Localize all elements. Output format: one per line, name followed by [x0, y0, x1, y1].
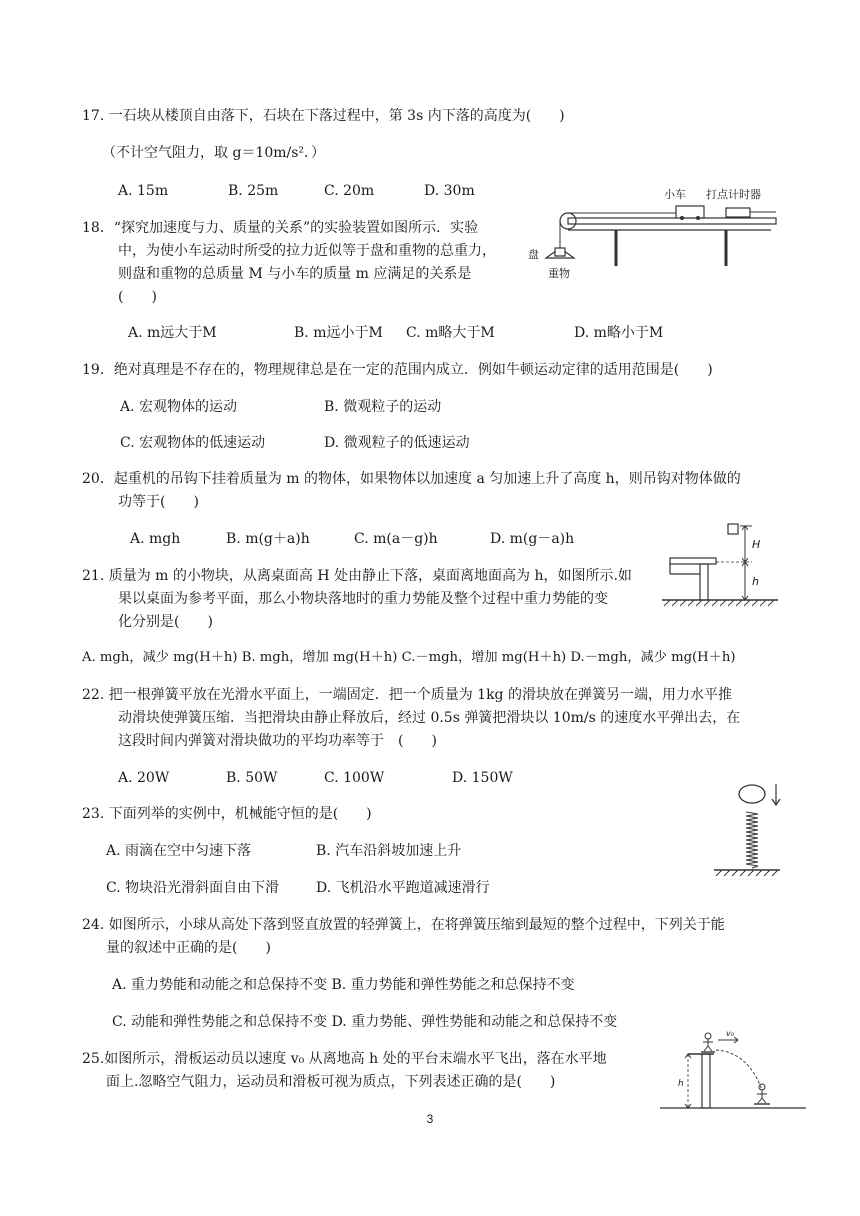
- q18-apparatus-figure: [526, 180, 782, 280]
- label-h-25: h: [678, 1079, 684, 1089]
- q22-option-a: A. 20W: [118, 770, 170, 786]
- q19-line-1: 19．绝对真理是不存在的，物理规律总是在一定的范围内成立．例如牛顿运动定律的适用范围是( ): [82, 362, 713, 378]
- label-timer: 打点计时器: [706, 188, 761, 201]
- q25-skateboard-figure: [658, 1030, 808, 1112]
- q17-option-a: A. 15m: [118, 183, 169, 199]
- q17-option-b: B. 25m: [228, 183, 279, 199]
- timer-icon: [726, 208, 750, 217]
- q22-line-3: 这段时间内弹簧对滑块做功的平均功率等于 ( ): [118, 733, 437, 749]
- q23-option-a: A. 雨滴在空中匀速下落: [106, 843, 252, 859]
- q17-option-d: D. 30m: [424, 183, 475, 199]
- q18-option-a: A. m远大于M: [128, 325, 217, 341]
- q19-option-d: D. 微观粒子的低速运动: [324, 435, 470, 451]
- q22-line-2: 动滑块使弹簧压缩．当把滑块由静止释放后，经过 0.5s 弹簧把滑块以 10m/s 的速度水平弹出去，在: [118, 710, 741, 726]
- label-pan: 盘: [528, 248, 539, 261]
- q18-option-b: B. m远小于M: [294, 325, 383, 341]
- q24-line-2: 量的叙述中正确的是( ): [106, 940, 271, 956]
- q21-options-line: A. mgh，减少 mg(H＋h) B. mgh，增加 mg(H＋h) C.－mgh，增加 mg(H＋h) D.－mgh，减少 mg(H＋h): [82, 650, 736, 665]
- label-v0: v₀: [726, 1030, 734, 1038]
- q18-line-4: ( ): [118, 289, 157, 305]
- q20-option-a: A. mgh: [130, 531, 181, 547]
- q18-option-c: C. m略大于M: [406, 325, 495, 341]
- q23-line-1: 23. 下面列举的实例中，机械能守恒的是( ): [82, 806, 372, 822]
- track-board: [568, 218, 776, 224]
- q18-line-1: 18．“探究加速度与力、质量的关系”的实验装置如图所示．实验: [82, 220, 479, 236]
- q24-line-1: 24. 如图所示，小球从高处下落到竖直放置的轻弹簧上，在将弹簧压缩到最短的整个过程中，下列关于能: [82, 917, 725, 933]
- q19-option-a: A. 宏观物体的运动: [120, 399, 238, 415]
- q20-option-c: C. m(a－g)h: [354, 531, 438, 547]
- q21-line-3: 化分别是( ): [118, 614, 213, 630]
- q23-spring-figure: [712, 780, 782, 880]
- q20-option-d: D. m(g－a)h: [490, 531, 575, 547]
- q19-option-c: C. 宏观物体的低速运动: [120, 435, 266, 451]
- ball-icon: [739, 785, 765, 803]
- q17-line-1: 17. 一石块从楼顶自由落下，石块在下落过程中，第 3s 内下落的高度为( ): [82, 108, 565, 124]
- q20-option-b: B. m(g＋a)h: [226, 531, 310, 547]
- q17-line-2: （不计空气阻力，取 g＝10m/s²．）: [102, 145, 326, 161]
- q25-line-2: 面上.忽略空气阻力，运动员和滑板可视为质点，下列表述正确的是( ): [106, 1074, 556, 1090]
- q17-option-c: C. 20m: [324, 183, 375, 199]
- q21-line-2: 果以桌面为参考平面，那么小物块落地时的重力势能及整个过程中重力势能的变: [118, 591, 608, 607]
- q24-option-cd: C. 动能和弹性势能之和总保持不变 D. 重力势能、弹性势能和动能之和总保持不变: [112, 1014, 618, 1030]
- q22-option-b: B. 50W: [226, 770, 278, 786]
- q18-line-3: 则盘和重物的总质量 M 与小车的质量 m 应满足的关系是: [118, 266, 472, 282]
- q21-table-figure: [660, 522, 780, 614]
- q22-option-c: C. 100W: [324, 770, 385, 786]
- q22-line-1: 22. 把一根弹簧平放在光滑水平面上，一端固定．把一个质量为 1kg 的滑块放在弹簧另一端，用力水平推: [82, 687, 732, 703]
- q24-option-ab: A. 重力势能和动能之和总保持不变 B. 重力势能和弹性势能之和总保持不变: [112, 977, 575, 993]
- label-car: 小车: [664, 188, 686, 201]
- q25-line-1: 25.如图所示，滑板运动员以速度 v₀ 从离地高 h 处的平台末端水平飞出，落在水平地: [82, 1051, 607, 1067]
- q20-line-2: 功等于( ): [118, 494, 199, 510]
- block-icon: [728, 524, 738, 534]
- q18-option-d: D. m略小于M: [574, 325, 664, 341]
- weight-icon: [555, 248, 565, 256]
- q20-line-1: 20．起重机的吊钩下挂着质量为 m 的物体，如果物体以加速度 a 匀加速上升了高度 h，则吊钩对物体做的: [82, 471, 741, 487]
- trajectory-curve: [716, 1050, 762, 1090]
- label-H: H: [752, 538, 761, 551]
- q23-option-b: B. 汽车沿斜坡加速上升: [316, 843, 462, 859]
- label-h: h: [752, 575, 759, 588]
- spring-icon: [746, 812, 758, 868]
- q21-line-1: 21. 质量为 m 的小物块，从离桌面高 H 处由静止下落，桌面离地面高为 h，如图所示.如: [82, 568, 632, 584]
- platform-icon: [702, 1054, 710, 1108]
- q18-line-2: 中，为使小车运动时所受的拉力近似等于盘和重物的总重力，: [118, 243, 496, 259]
- q23-option-d: D. 飞机沿水平跑道减速滑行: [316, 880, 490, 896]
- q19-option-b: B. 微观粒子的运动: [324, 399, 442, 415]
- q22-option-d: D. 150W: [452, 770, 513, 786]
- label-weight: 重物: [548, 267, 570, 280]
- page-number: 3: [426, 1112, 434, 1126]
- skater-icon: [705, 1033, 711, 1039]
- car-icon: [676, 206, 704, 218]
- q23-option-c: C. 物块沿光滑斜面自由下滑: [106, 880, 280, 896]
- table-top: [670, 558, 716, 564]
